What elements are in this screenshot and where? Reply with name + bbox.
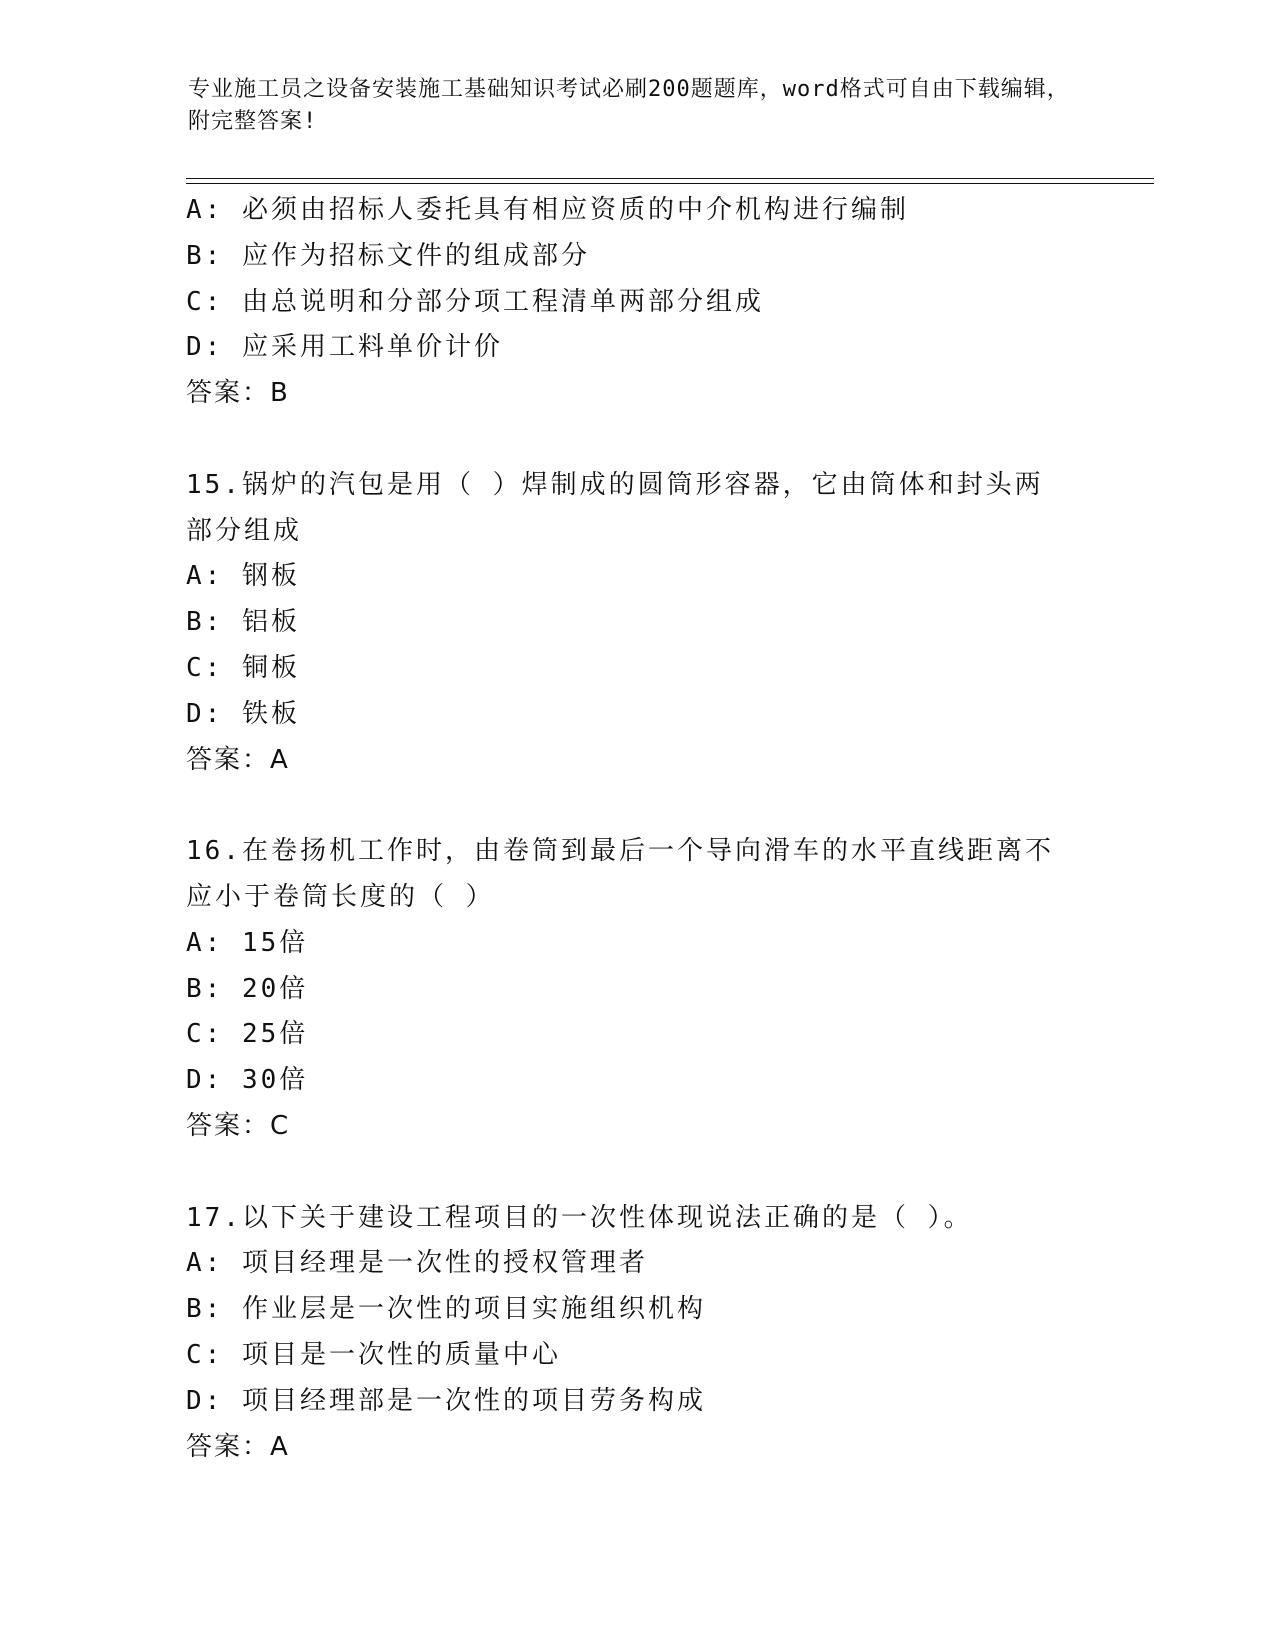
option-c: C: 由总说明和分部分项工程清单两部分组成 <box>186 286 764 317</box>
option-d: D: 项目经理部是一次性的项目劳务构成 <box>186 1385 706 1416</box>
answer-line: 答案：A <box>186 1431 290 1462</box>
option-b: B: 铝板 <box>186 607 300 638</box>
spacer <box>186 1150 1086 1196</box>
option-b: B: 作业层是一次性的项目实施组织机构 <box>186 1294 706 1325</box>
answer-line: 答案：C <box>186 1110 291 1141</box>
answer-line: 答案：A <box>186 744 290 775</box>
question-list <box>186 188 1086 1470</box>
option-a: A: 钢板 <box>186 561 300 592</box>
question-text: 17.以下关于建设工程项目的一次性体现说法正确的是（ ）。 <box>186 1202 973 1233</box>
spacer <box>186 417 1086 463</box>
option-c: C: 铜板 <box>186 652 300 683</box>
option-b: B: 20倍 <box>186 973 309 1004</box>
header-divider-bottom <box>186 183 1154 184</box>
option-a: A: 项目经理是一次性的授权管理者 <box>186 1248 648 1279</box>
question-block-15 <box>186 463 1086 784</box>
spacer <box>186 783 1086 829</box>
question-text: 16.在卷扬机工作时，由卷筒到最后一个导向滑车的水平直线距离不应小于卷筒长度的（ ） <box>186 836 1054 912</box>
option-c: C: 项目是一次性的质量中心 <box>186 1339 561 1370</box>
option-d: D: 30倍 <box>186 1065 309 1096</box>
answer-line: 答案：B <box>186 378 290 409</box>
question-block-17 <box>186 1196 1086 1471</box>
question-text: 15.锅炉的汽包是用（ ）焊制成的圆筒形容器，它由筒体和封头两部分组成 <box>186 469 1044 546</box>
option-a: A: 15倍 <box>186 927 309 958</box>
option-c: C: 25倍 <box>186 1019 309 1050</box>
question-block-14 <box>186 188 1086 417</box>
option-a: A: 必须由招标人委托具有相应资质的中介机构进行编制 <box>186 195 909 225</box>
option-d: D: 应采用工料单价计价 <box>186 332 503 363</box>
header-divider-top <box>186 178 1154 179</box>
question-block-16 <box>186 829 1086 1150</box>
option-d: D: 铁板 <box>186 698 300 729</box>
option-b: B: 应作为招标文件的组成部分 <box>186 240 590 271</box>
document-title: 专业施工员之设备安装施工基础知识考试必刷200题题库，word格式可自由下载编辑，附完整答案! <box>188 77 1070 134</box>
